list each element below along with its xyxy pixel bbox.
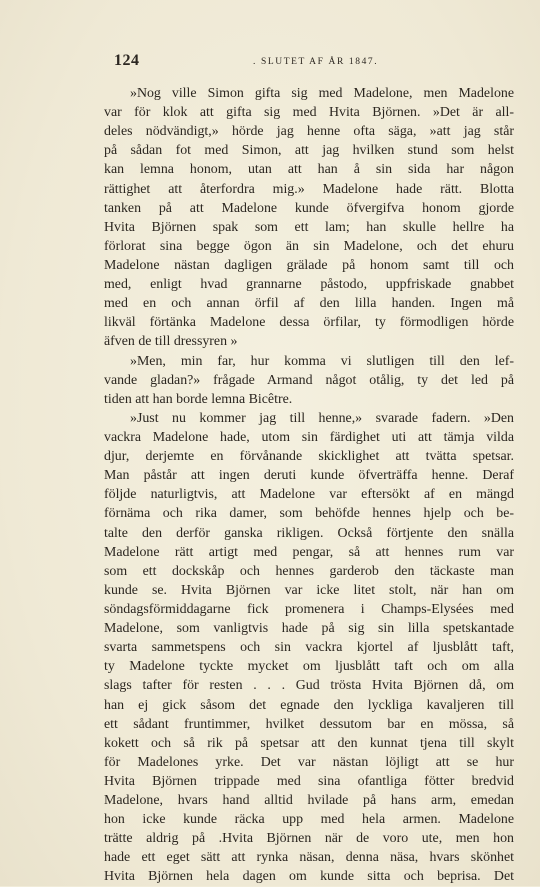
text-line: deles nödvändigt,» hörde jag henne ofta säga, »att jag står — [104, 124, 514, 140]
text-line: Madelone rätt artigt med pengar, så att hennes rum var — [104, 544, 514, 560]
text-line: tanken på att Madelone kunde öfvergifva honom gjorde — [104, 200, 514, 216]
page-number: 124 — [114, 52, 140, 69]
text-line: kokett och så rik på spetsar att den kunnat tjena till skylt — [104, 735, 514, 751]
text-line: Hvita Björnen trippade med sina ofantliga fötter bredvid — [104, 773, 514, 789]
text-line: Hvita Björnen hela dagen om kunde sitta och beprisa. Det — [104, 869, 514, 885]
text-line: rättighet att återfordra mig.» Madelone hade rätt. Blotta — [104, 181, 514, 197]
text-line: på sådan fot med Simon, att jag hvilken stund som helst — [104, 143, 514, 159]
text-line: hade ett eget sätt att rynka näsan, denna näsa, hvars skönhet — [104, 850, 514, 866]
text-line: förlorat sina begge ögon än sin Madelone, och det ehuru — [104, 238, 514, 254]
text-line: Madelone, hvars hand alltid hvilade på hans arm, emedan — [104, 793, 514, 809]
text-line: förnäma och rika damer, som behöfde hennes hjelp och be- — [104, 506, 514, 522]
text-line: vande gladan?» frågade Armand något otålig, ty det led på — [104, 372, 514, 388]
text-line: likväl förtänka Madelone dessa örfilar, ty förmodligen hörde — [104, 315, 514, 331]
text-line: följde naturligtvis, att Madelone var eftersökt af en mängd — [104, 487, 514, 503]
text-line: »Just nu kommer jag till henne,» svarade fadern. »Den — [130, 410, 514, 426]
body-text — [104, 84, 514, 887]
text-line: för Madelones yrke. Det var nästan löjligt att se hur — [104, 754, 514, 770]
text-line: ett sådant fruntimmer, hvilket dessutom bar en mössa, så — [104, 716, 514, 732]
text-line: med en och annan örfil af den lilla handen. Ingen må — [104, 296, 514, 312]
text-line: Madelone nästan dagligen grälade på honom samt till och — [104, 257, 514, 273]
text-line: djur, derjemte en förvånande skicklighet att tvätta spetsar. — [104, 449, 514, 465]
text-line: Man påstår att ingen deruti kunde öfverträffa henne. Deraf — [104, 468, 514, 484]
text-line: han ej gick såsom det egnade den lyckliga kavaljeren till — [104, 697, 514, 713]
text-line: som ett dockskåp och hennes garderob den täckaste man — [104, 563, 514, 579]
text-line: tiden att han borde lemna Bicêtre. — [104, 391, 293, 407]
text-line: hon icke kunde räcka upp med hela armen. Madelone — [104, 812, 514, 828]
text-line: trätte aldrig på .Hvita Björnen när de voro ute, men hon — [104, 831, 514, 847]
text-line: äfven de till dressyren » — [104, 334, 238, 350]
text-line: »Nog ville Simon gifta sig med Madelone, men Madelone — [130, 86, 514, 101]
text-line: Hvita Björnen spak som ett lam; han skulle hellre ha — [104, 219, 514, 235]
running-title: . SLUTET AF ÅR 1847. — [253, 57, 379, 67]
text-line: svarta sammetspens och sin vackra kjortel af ljusblått taft, — [104, 640, 514, 656]
text-line: med, enligt hvad grannarne påstodo, uppfriskade gnabbet — [104, 277, 514, 293]
text-line: vackra Madelone hade, utom sin färdighet uti att tämja vilda — [104, 429, 514, 445]
text-line: kan lemna honom, utan att han å sin sida har någon — [104, 162, 514, 178]
text-line: ty Madelone tyckte mycket om ljusblått taft och om alla — [104, 659, 514, 675]
text-line: var för klok att gifta sig med Hvita Björnen. »Det är all- — [104, 105, 514, 121]
page-header — [114, 52, 514, 72]
text-line: »Men, min far, hur komma vi slutligen till den lef- — [130, 353, 514, 369]
text-line: söndagsförmiddagarne fick promenera i Champs-Elysées med — [104, 601, 514, 617]
text-line: kunde se. Hvita Björnen var icke litet stolt, när han om — [104, 582, 514, 598]
text-line: talte den derför ganska rikligen. Också förtjente den snälla — [104, 525, 514, 541]
text-line: slags tafter för resten . . . Gud trösta Hvita Björnen då, om — [104, 678, 514, 694]
text-line: Madelone, som vanligtvis hade på sig sin lilla spetskantade — [104, 621, 514, 637]
